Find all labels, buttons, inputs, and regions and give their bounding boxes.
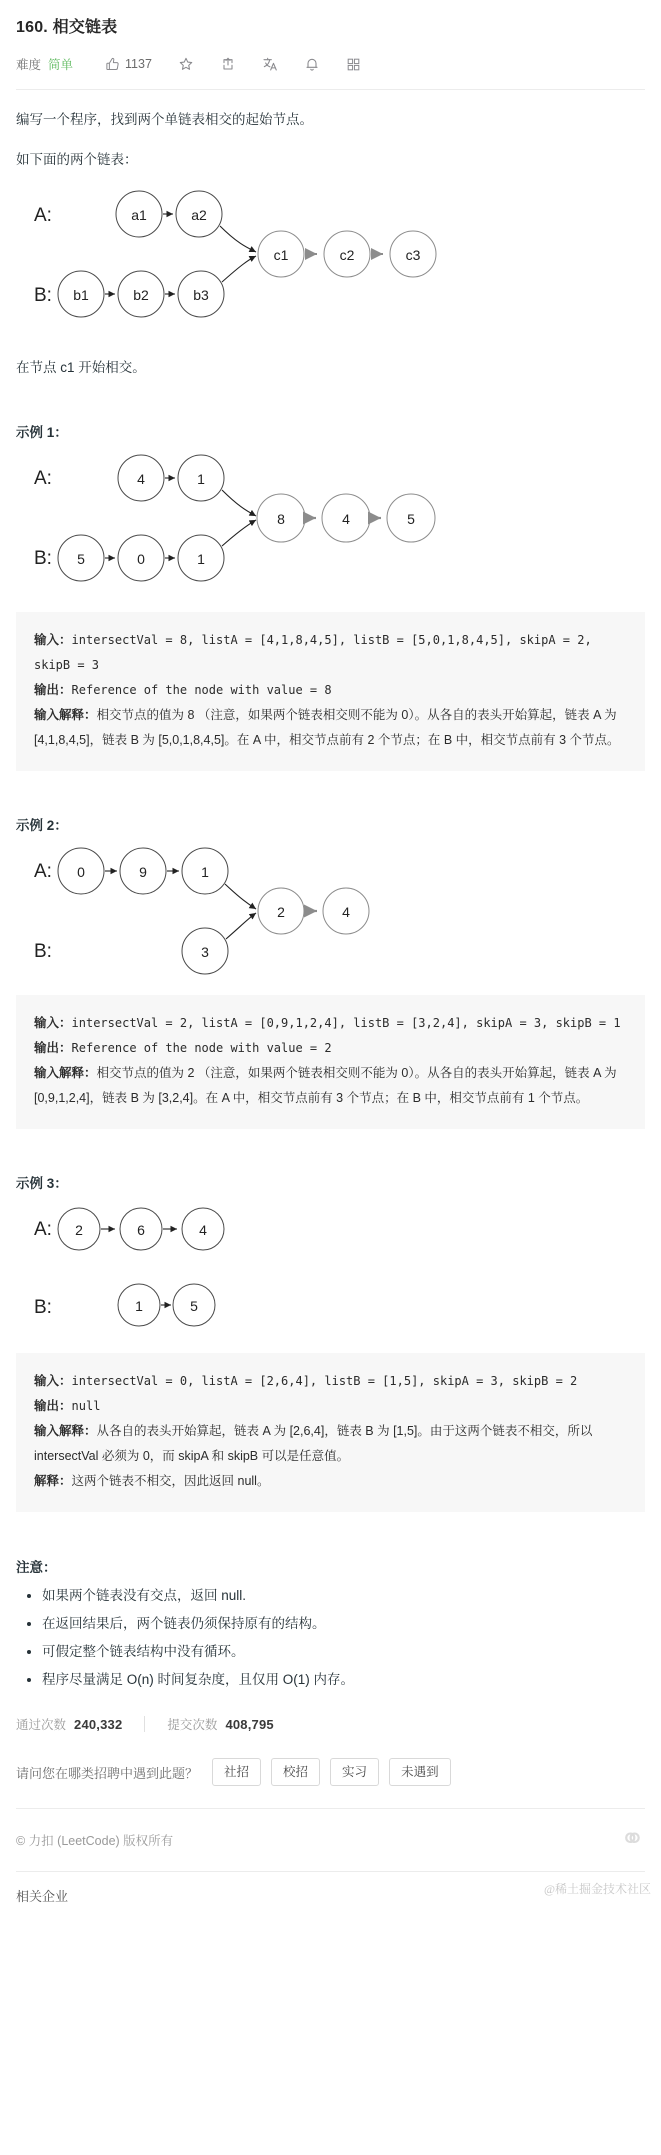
problem-header [0,0,661,79]
example-2-title: 示例 2： [16,818,68,833]
svg-text:4: 4 [137,471,145,487]
example-1-text-1: Reference of the node with value = 8 [71,683,332,697]
svg-text:0: 0 [137,551,145,567]
notification-button[interactable] [298,51,326,77]
diagram-svg-1 [16,186,645,346]
accepted-value: 240,332 [74,1716,123,1732]
example-2-kw-1: 输出： [34,1041,72,1055]
svg-text:1: 1 [201,864,209,880]
poll-option-xiaozhao[interactable]: 校招 [271,1758,320,1786]
svg-text:2: 2 [277,904,285,920]
like-count: 1137 [125,57,152,71]
difficulty-label: 难度 [16,58,42,72]
svg-text:5: 5 [190,1298,198,1314]
svg-text:b1: b1 [73,287,89,303]
example-1-kw-2: 输入解释： [34,708,97,722]
example-2-text-0: intersectVal = 2, listA = [0,9,1,2,4], listB = [3,2,4], skipA = 3, skipB = 1 [71,1016,621,1030]
watermark: @稀土掘金技术社区 [543,1882,651,1896]
note-item-2 [42,1638,645,1666]
svg-text:5: 5 [407,511,415,527]
example-3-line-2 [34,1419,627,1469]
row-label-a: A: [34,205,52,226]
grid-icon [346,57,361,72]
note-item-0 [42,1582,645,1610]
note-text-1: 在返回结果后，两个链表仍须保持原有的结构。 [42,1616,326,1631]
svg-text:1: 1 [135,1298,143,1314]
row-label-b: B: [34,1297,52,1318]
diagram-svg-3 [16,845,645,985]
favorite-button[interactable] [172,51,200,77]
row-label-b: B: [34,548,52,569]
poll-option-weiyudao[interactable]: 未遇到 [389,1758,451,1786]
example-2-code-block [16,995,645,1129]
example-3-code-block [16,1353,645,1512]
grid-button[interactable] [340,51,367,77]
example-1-line-2 [34,703,627,753]
example-1-text-2: 相交节点的值为 8 （注意，如果两个链表相交则不能为 0）。从各自的表头开始算起，链表 A 为 [4,1,8,4,5]，链表 B 为 [5,0,1,8,4,5]。在 A 中，相交节点前有 2 个节点；在 B 中，相交节点前有 3 个节点。 [34,708,620,747]
example-3-text-0: intersectVal = 0, listA = [2,6,4], listB = [1,5], skipA = 3, skipB = 2 [71,1374,578,1388]
translate-button[interactable] [256,51,284,77]
example-3-text-2: 从各自的表头开始算起，链表 A 为 [2,6,4]，链表 B 为 [1,5]。由于这两个链表不相交，所以 intersectVal 必须为 0，而 skipA 和 skipB 可以是任意值。 [34,1424,593,1463]
note-item-3 [42,1666,645,1694]
svg-text:4: 4 [342,904,350,920]
related-companies-label: 相关企业 [16,1889,69,1904]
example-3-line-1 [34,1394,627,1419]
svg-text:6: 6 [137,1222,145,1238]
notes-title: 注意： [16,1560,57,1575]
lead-paragraph: 如下面的两个链表： [16,152,138,167]
diagram-example-1 [16,452,645,602]
example-1-code-block [16,612,645,771]
note-text-2: 可假定整个链表结构中没有循环。 [42,1644,245,1659]
example-3-kw-3: 解释： [34,1474,72,1488]
svg-text:a2: a2 [191,207,207,223]
diagram-example-2 [16,845,645,985]
svg-text:3: 3 [201,944,209,960]
svg-text:0: 0 [77,864,85,880]
example-3-text-1: null [71,1399,101,1413]
example-1-text-0: intersectVal = 8, listA = [4,1,8,4,5], listB = [5,0,1,8,4,5], skipA = 2, skipB = 3 [34,633,592,672]
stats-divider [144,1716,145,1732]
svg-text:4: 4 [199,1222,207,1238]
footer-divider-1 [16,1808,645,1809]
share-icon [220,56,236,72]
example-1-kw-1: 输出： [34,683,72,697]
svg-text:a1: a1 [131,207,147,223]
accepted-label: 通过次数 [16,1718,67,1732]
svg-text:b2: b2 [133,287,149,303]
footer-divider-2 [16,1871,645,1872]
note-text-0: 如果两个链表没有交点，返回 null. [42,1588,247,1603]
svg-text:1: 1 [197,551,205,567]
like-button[interactable] [99,51,158,77]
page-title: 160. 相交链表 [16,19,118,36]
row-label-a: A: [34,1219,52,1240]
svg-text:2: 2 [75,1222,83,1238]
copyright-text: © 力扣 (LeetCode) 版权所有 [16,1834,174,1848]
svg-text:c3: c3 [405,247,421,263]
diagram-svg-4 [16,1203,645,1343]
example-3-kw-2: 输入解释： [34,1424,97,1438]
svg-text:b3: b3 [193,287,209,303]
example-1-kw-0: 输入： [34,633,72,647]
example-2-text-2: 相交节点的值为 2 （注意，如果两个链表相交则不能为 0）。从各自的表头开始算起，链表 A 为 [0,9,1,2,4]，链表 B 为 [3,2,4]。在 A 中，相交节点前有 3 个节点；在 B 中，相交节点前有 1 个节点。 [34,1066,617,1105]
bell-icon [304,56,320,72]
svg-text:c2: c2 [339,247,355,263]
copyright-row [16,1825,645,1855]
translate-icon [262,56,278,72]
problem-content [0,90,661,1911]
diagram-intersection-abc [16,186,645,346]
problem-meta-row [16,49,645,79]
example-3-text-3: 这两个链表不相交，因此返回 null。 [71,1474,270,1488]
example-1-title: 示例 1： [16,425,68,440]
svg-text:5: 5 [77,551,85,567]
star-icon [178,56,194,72]
row-label-b: B: [34,941,52,962]
after-diagram-paragraph: 在节点 c1 开始相交。 [16,360,146,375]
svg-text:c1: c1 [273,247,289,263]
note-item-1 [42,1610,645,1638]
thumbs-up-icon [105,57,120,72]
intro-paragraph: 编写一个程序，找到两个单链表相交的起始节点。 [16,112,313,127]
svg-text:1: 1 [197,471,205,487]
poll-question: 请问您在哪类招聘中遇到此题？ [16,1765,199,1781]
example-2-line-1 [34,1036,627,1061]
example-2-line-2 [34,1061,627,1111]
row-label-a: A: [34,861,52,882]
note-text-3: 程序尽量满足 O(n) 时间复杂度，且仅用 O(1) 内存。 [42,1672,355,1687]
difficulty-badge: 简单 [48,58,74,72]
example-1-line-0 [34,628,627,678]
poll-option-shixi[interactable]: 实习 [330,1758,379,1786]
example-3-line-3 [34,1469,627,1494]
svg-text:9: 9 [139,864,147,880]
example-2-kw-0: 输入： [34,1016,72,1030]
submitted-label: 提交次数 [167,1718,218,1732]
example-3-line-0 [34,1369,627,1394]
poll-option-shezhao[interactable]: 社招 [212,1758,261,1786]
example-3-kw-1: 输出： [34,1399,72,1413]
svg-text:8: 8 [277,511,285,527]
diagram-svg-2 [16,452,645,602]
example-2-line-0 [34,1011,627,1036]
example-1-line-1 [34,678,627,703]
share-button[interactable] [214,51,242,77]
row-label-b: B: [34,285,52,306]
notes-list [16,1582,645,1694]
stats-row [16,1712,645,1736]
poll-row [16,1758,645,1786]
row-label-a: A: [34,468,52,489]
example-3-kw-0: 输入： [34,1374,72,1388]
svg-text:4: 4 [342,511,350,527]
example-2-kw-2: 输入解释： [34,1066,97,1080]
brand-logo-icon: ⚭ [619,1823,645,1856]
submitted-value: 408,795 [225,1716,274,1732]
diagram-example-3 [16,1203,645,1343]
example-3-title: 示例 3： [16,1176,68,1191]
example-2-text-1: Reference of the node with value = 2 [71,1041,332,1055]
